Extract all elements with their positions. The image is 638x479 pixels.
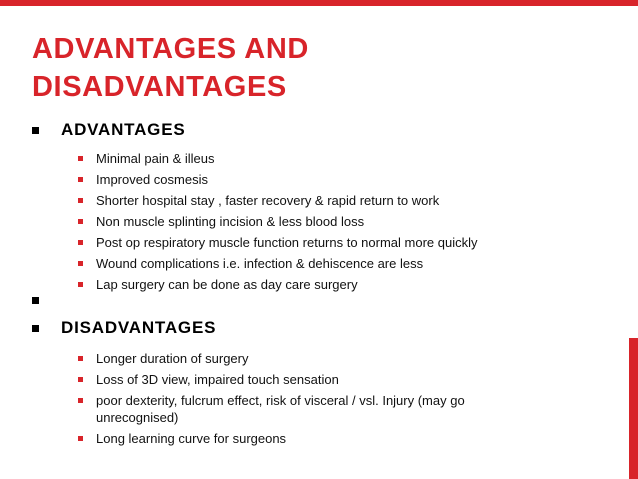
disadvantage-item — [78, 371, 598, 388]
advantage-item — [78, 192, 598, 209]
side-accent-bar — [629, 338, 638, 479]
square-bullet-icon — [32, 325, 39, 332]
advantage-item-text: Improved cosmesis — [96, 172, 208, 187]
square-bullet-icon — [78, 261, 83, 266]
disadvantage-item-text: Long learning curve for surgeons — [96, 431, 287, 446]
square-bullet-icon — [78, 219, 83, 224]
square-bullet-icon — [32, 127, 39, 134]
advantages-section-heading — [32, 118, 186, 142]
square-bullet-icon — [78, 282, 83, 287]
advantage-item-text: Post op respiratory muscle function returns to normal more quickly — [96, 235, 478, 250]
title-line-1: ADVANTAGES AND — [32, 33, 309, 65]
square-bullet-icon — [78, 177, 83, 182]
advantage-item-text: Non muscle splinting incision & less blood loss — [96, 214, 365, 229]
advantage-item-text: Wound complications i.e. infection & dehiscence are less — [96, 256, 424, 271]
disadvantage-item — [78, 430, 598, 447]
square-bullet-icon — [78, 398, 83, 403]
advantage-item — [78, 171, 598, 188]
advantage-item-text: Minimal pain & illeus — [96, 151, 215, 166]
empty-bullet-line — [32, 288, 61, 312]
square-bullet-icon — [78, 156, 83, 161]
disadvantage-item — [78, 350, 598, 367]
square-bullet-icon — [78, 377, 83, 382]
advantage-item-text: Shorter hospital stay , faster recovery & rapid return to work — [96, 193, 440, 208]
top-accent-bar — [0, 0, 638, 6]
slide-title — [32, 30, 592, 106]
advantage-item — [78, 150, 598, 167]
square-bullet-icon — [32, 297, 39, 304]
disadvantage-item-text: Longer duration of surgery — [96, 351, 249, 366]
advantage-item-text: Lap surgery can be done as day care surgery — [96, 277, 358, 292]
disadvantage-item-text: Loss of 3D view, impaired touch sensation — [96, 372, 339, 387]
square-bullet-icon — [78, 198, 83, 203]
disadvantages-section-heading — [32, 316, 216, 340]
disadvantage-item-text: poor dexterity, fulcrum effect, risk of visceral / vsl. Injury (may go unrecognised) — [96, 393, 465, 425]
advantage-item — [78, 276, 598, 293]
advantage-item — [78, 213, 598, 230]
advantages-heading: ADVANTAGES — [61, 120, 186, 139]
advantage-item — [78, 255, 598, 272]
square-bullet-icon — [78, 436, 83, 441]
disadvantage-item — [78, 392, 508, 426]
advantage-item — [78, 234, 598, 251]
disadvantages-heading: DISADVANTAGES — [61, 318, 217, 337]
square-bullet-icon — [78, 356, 83, 361]
title-line-2: DISADVANTAGES — [32, 71, 287, 103]
square-bullet-icon — [78, 240, 83, 245]
